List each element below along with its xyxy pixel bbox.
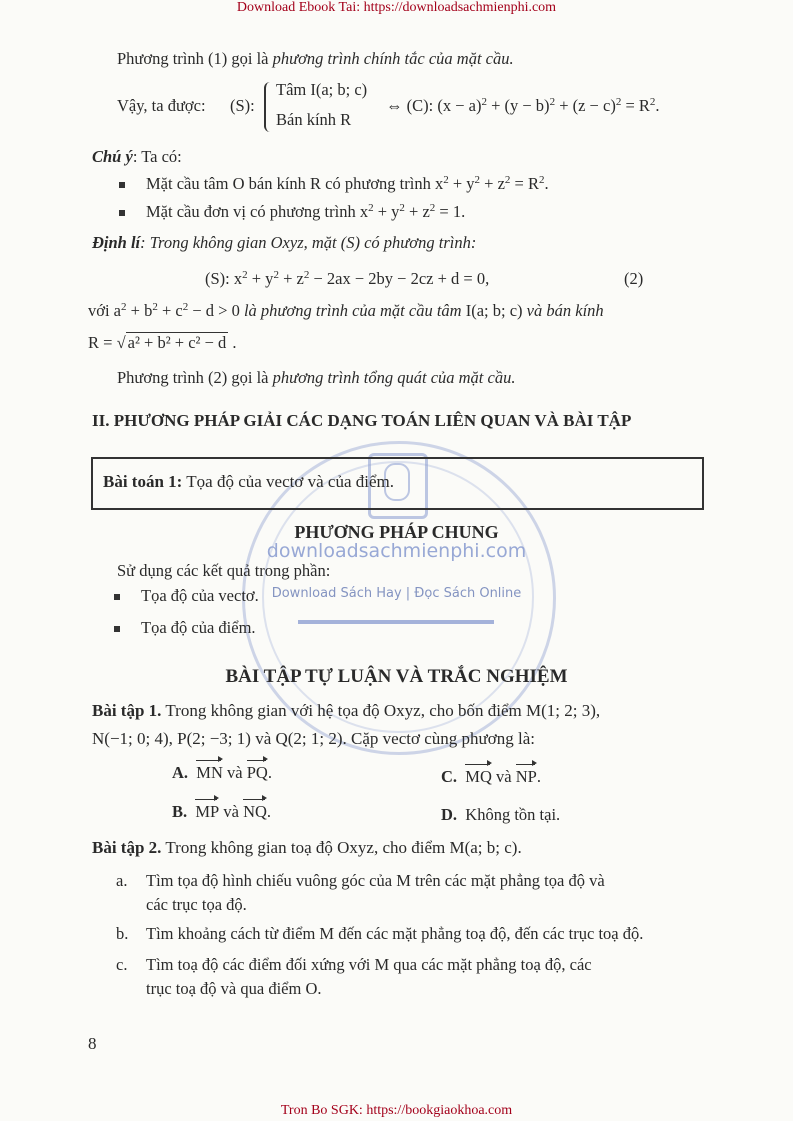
ex1-line2: N(−1; 0; 4), P(2; −3; 1) và Q(2; 1; 2). Cặp vectơ cùng phương là: xyxy=(92,729,535,748)
sphere-definition-brace xyxy=(264,80,372,134)
brace-radius: Bán kính R xyxy=(276,110,352,129)
exercises-title: BÀI TẬP TỰ LUẬN VÀ TRẮC NGHIỆM xyxy=(225,666,568,687)
ex2-item-a-letter: a. xyxy=(116,871,128,890)
radius-formula: R = √ a² + b² + c² − d . xyxy=(88,333,237,352)
ex2-item-c-line1: Tìm toạ độ các điểm đối xứng với M qua các mặt phẳng toạ độ, các xyxy=(146,955,592,974)
bullet-icon xyxy=(119,182,125,188)
option-d[interactable]: D. Không tồn tại. xyxy=(441,805,561,824)
bullet-icon xyxy=(114,626,120,632)
watermark-site: downloadsachmienphi.com xyxy=(266,540,527,562)
general-equation: (S): $x^2 + y^2 + z^2 - 2ax - 2by - 2cz + d = 0$, xyxy=(205,269,490,288)
option-b[interactable]: B. MP và NQ. xyxy=(172,802,272,821)
s-label: (S): xyxy=(230,96,255,115)
canonical-equation: ⇔ (C): $(x - a)^2 + (y - b)^2 + (z - c)^2 = R^2$. xyxy=(386,96,660,115)
top-download-link[interactable]: Download Ebook Tai: https://downloadsachmienphi.com xyxy=(236,0,557,15)
general-equation-note: Phương trình (2) gọi là phương trình tổng quát của mặt cầu. xyxy=(117,368,516,387)
problem-box-label: Bài toán 1: Tọa độ của vectơ và của điểm. xyxy=(103,472,394,491)
note-bullet-1: Mặt cầu tâm O bán kính R có phương trình $x^2 + y^2 + z^2 = R^2$. xyxy=(146,174,549,193)
ex2-item-c-letter: c. xyxy=(116,955,128,974)
ex2-item-a-line2: các trục tọa độ. xyxy=(146,895,247,914)
ex1-line1: Bài tập 1. Trong không gian với hệ tọa độ Oxyz, cho bốn điểm M(1; 2; 3), xyxy=(92,701,601,720)
problem-box xyxy=(91,457,704,510)
method-item-1: Tọa độ của vectơ. xyxy=(141,586,259,605)
ex2-item-b-line1: Tìm khoảng cách từ điểm M đến các mặt phẳng toạ độ, đến các trục toạ độ. xyxy=(146,924,644,943)
method-lead: Sử dụng các kết quả trong phần: xyxy=(117,561,331,580)
ex2-item-c-line2: trục toạ độ và qua điểm O. xyxy=(146,979,322,998)
bottom-sgk-link[interactable]: Tron Bo SGK: https://bookgiaokhoa.com xyxy=(280,1103,513,1118)
ex2-item-a-line1: Tìm tọa độ hình chiếu vuông góc của M trên các mặt phẳng tọa độ và xyxy=(146,871,605,890)
bullet-icon xyxy=(114,594,120,600)
note-title: Chú ý: Ta có: xyxy=(92,147,182,166)
ex2-item-b-letter: b. xyxy=(116,924,129,943)
theorem-condition: với $a^2 + b^2 + c^2 - d > 0$ là phương trình của mặt cầu tâm I(a; b; c) và bán kính xyxy=(88,301,604,320)
brace-bracket xyxy=(264,82,274,132)
vay-label: Vậy, ta được: xyxy=(117,96,206,115)
theorem-title: Định lí: Trong không gian Oxyz, mặt (S) có phương trình: xyxy=(92,233,477,252)
option-c[interactable]: C. MQ và NP. xyxy=(441,767,541,786)
note-bullet-2: Mặt cầu đơn vị có phương trình $x^2 + y^2 + z^2 = 1$. xyxy=(146,202,466,221)
section-heading: II. PHƯƠNG PHÁP GIẢI CÁC DẠNG TOÁN LIÊN QUAN VÀ BÀI TẬP xyxy=(92,411,632,430)
equation-number: (2) xyxy=(624,269,644,288)
option-a[interactable]: A. MN và PQ. xyxy=(172,763,272,782)
method-title: PHƯƠNG PHÁP CHUNG xyxy=(294,522,499,542)
intro-line1: Phương trình (1) gọi là phương trình chính tắc của mặt cầu. xyxy=(117,49,514,68)
watermark-tagline: Download Sách Hay | Đọc Sách Online xyxy=(271,586,522,601)
brace-center: Tâm I(a; b; c) xyxy=(276,80,368,99)
bullet-icon xyxy=(119,210,125,216)
page-number: 8 xyxy=(88,1034,97,1053)
method-item-2: Tọa độ của điểm. xyxy=(141,618,256,637)
watermark-underline xyxy=(298,620,494,624)
ex2-intro: Bài tập 2. Trong không gian toạ độ Oxyz, cho điểm M(a; b; c). xyxy=(92,838,522,857)
